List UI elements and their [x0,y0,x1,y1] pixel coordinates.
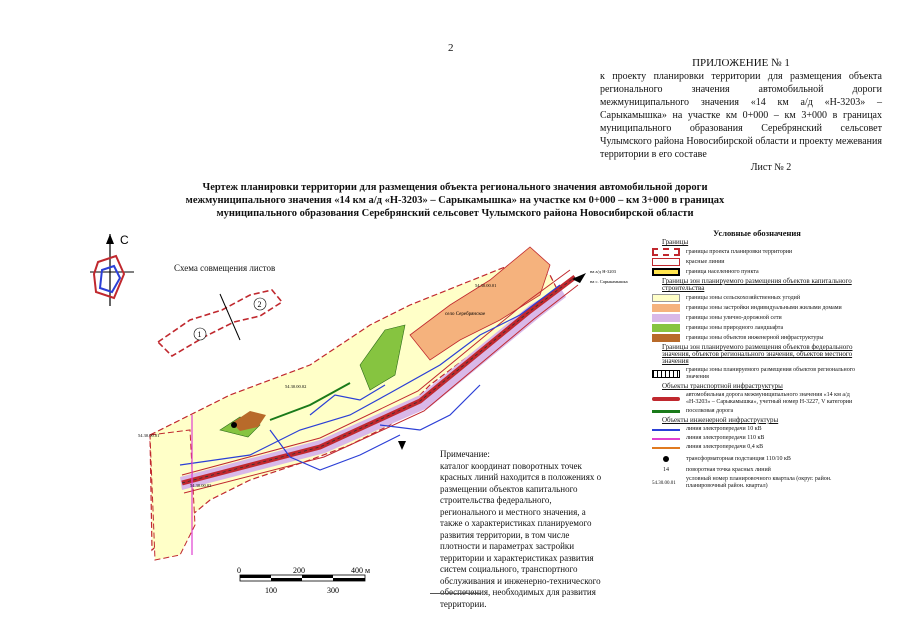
direction-village-label: на с. Сарыкамышка [590,279,628,284]
drawing-title: Чертеж планировки территории для размещения объекта регионального значения автомобильной дороги межмуниципального значения «14 км а/д «Н-3203» – Сарыкамышка» на участке км 0+000 – км 3+000 в границах муниципального образования Серебрянский сельсовет Чулымского района Новосибирской области [185,182,725,219]
legend-nature: границы зоны природного ландшафта [652,324,862,332]
substation-legend-icon [663,456,669,462]
sheet-1-label: 1 [197,330,202,339]
block-top-label: 54.30.00.01 [475,283,497,288]
divider-line [430,593,480,594]
legend-group-borders: Границы [662,238,689,246]
substation-icon [231,422,237,428]
legend-substation: трансформаторная подстанция 110/10 кВ [652,453,862,465]
scale-bar [225,563,385,599]
scale-tick-200: 200 [293,566,305,575]
village-label: село Серебрянское [445,312,486,317]
legend [652,230,862,492]
scale-tick-0: 0 [237,566,241,575]
legend-group-zones: Границы зон планируемого размещения объектов капитального строительства [662,277,852,292]
page-number: 2 [448,42,454,54]
scale-tick-300: 300 [327,586,339,595]
sheet-2-label: 2 [257,300,262,309]
legend-power04: линия электропередачи 0,4 кВ [652,444,862,451]
legend-group-zones-regional: Границы зон планируемого размещения объектов федерального значения, объектов регионального значения, объектов местного значения [662,343,853,365]
appendix-title: ПРИЛОЖЕНИЕ № 1 [692,57,790,69]
scheme-label: Схема совмещения листов [174,263,276,273]
legend-road: автомобильная дорога межмуниципального значения «14 км а/д «Н-3203» – Сарыкамышка», учетный номер Н-3227, V категории [652,392,862,406]
direction-road-label: на а/д Н-3203 [590,269,616,274]
legend-title: Условные обозначения [713,228,801,238]
legend-power10: линия электропередачи 10 кВ [652,426,862,433]
legend-eng: границы зоны объектов инженерной инфраструктуры [652,334,862,342]
north-letter: С [120,233,129,247]
note-text: каталог координат поворотных точек красных линий находится в положениях о размещении объектов капитального строительства федерального, регионального и местного значения, а также о характеристиках планируемого развития территории, в том числе плотности и параметрах застройки территории и характеристиках развития систем социального, транспортного обслуживания и инженерно-технического обеспечения, необходимых для развития территории. [440,460,602,609]
note-block [440,449,605,610]
scale-tick-100: 100 [265,586,277,595]
legend-housing: границы зоны застройки индивидуальными жилыми домами [652,304,862,312]
legend-red-lines: красные линии [652,258,862,266]
appendix-text: к проекту планировки территории для размещения объекта регионального значения автомобильной дороги межмуниципального значения «14 км а/д «Н-3203» – Сарыкамышка» на участке км 0+000 – км 3+000 в границах муниципального образования Серебрянский сельсовет Чулымского района Новосибирской области и проекту межевания территории в его составе [600,71,882,160]
block-left-label: 54.30.00.01 [138,433,160,438]
south-corridor [150,430,195,560]
legend-agri: границы зоны сельскохозяйственных угодий [652,294,862,302]
legend-group-transport: Объекты транспортной инфраструктуры [662,382,783,390]
legend-project-border: границы проекта планировки территории [652,248,862,256]
block-left2-label: 54.30.00.03 [190,483,212,488]
legend-street: границы зоны улично-дорожной сети [652,314,862,322]
legend-settlement: граница населенного пункта [652,268,862,276]
scale-tick-400: 400 м [351,566,371,575]
legend-group-engineering: Объекты инженерной инфраструктуры [662,416,779,424]
legend-turn-point: 14 поворотная точка красных линий [663,467,771,473]
legend-local-road: поселковая дорога [652,408,862,415]
sheet-number: Лист № 2 [750,162,792,173]
appendix-block [600,57,882,174]
legend-power110: линия электропередачи 110 кВ [652,435,862,442]
direction-arrow-s [398,441,406,450]
legend-block: 54.30.00.01 условный номер планировочного квартала (округ. район. планировочный район. квартал) [652,476,832,489]
note-title: Примечание: [440,449,490,459]
block-mid-label: 54.30.00.02 [285,384,307,389]
legend-regional-zone: границы зоны планируемого размещения объектов регионального значения [652,367,862,381]
